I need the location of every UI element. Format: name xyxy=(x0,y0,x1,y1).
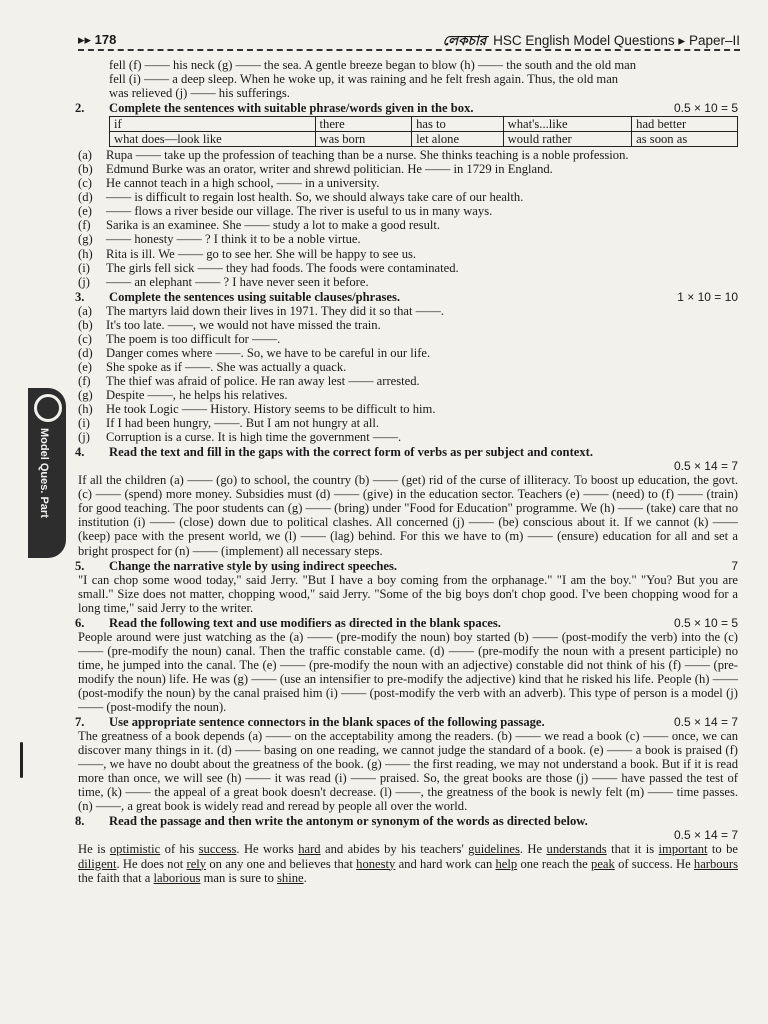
underlined-word: diligent xyxy=(78,856,117,871)
list-item xyxy=(78,304,738,318)
item-text: Edmund Burke was an orator, writer and shrewd politician. He —— in 1729 in England. xyxy=(106,162,553,177)
item-label: (a) xyxy=(78,148,92,163)
box-cell: had better xyxy=(632,117,738,132)
list-item xyxy=(78,374,738,388)
section-number: 7. xyxy=(75,715,85,730)
section-8 xyxy=(75,814,738,885)
margin-mark xyxy=(20,742,23,778)
text-run: that it is xyxy=(606,842,659,857)
text-run: on any one and believes that xyxy=(206,856,357,871)
item-text: He took Logic —— History. History seems to be difficult to him. xyxy=(106,402,436,417)
list-item xyxy=(78,318,738,332)
list-item xyxy=(78,162,738,176)
box-cell: would rather xyxy=(503,132,632,147)
list-item xyxy=(78,416,738,430)
list-item xyxy=(78,275,738,289)
section-marks: 0.5 × 14 = 7 xyxy=(673,459,738,474)
box-cell: has to xyxy=(412,117,504,132)
section-heading: Read the following text and use modifiers as directed in the blank spaces. 0.5 × 10 = 5 xyxy=(109,615,738,630)
section-heading: Read the passage and then write the antonym or synonym of the words as directed below. xyxy=(109,814,588,829)
item-label: (e) xyxy=(78,359,92,374)
section-number: 8. xyxy=(75,814,85,829)
list-item xyxy=(78,430,738,444)
list-item xyxy=(78,190,738,204)
section-heading: Use appropriate sentence connectors in the blank spaces of the following passage. 0.5 × 14 = 7 xyxy=(109,715,738,730)
text-run: . He does not xyxy=(116,856,187,871)
item-text: He cannot teach in a high school, —— in a university. xyxy=(106,176,380,191)
item-text: She spoke as if ——. She was actually a quack. xyxy=(106,359,347,374)
section-2 xyxy=(75,101,738,289)
box-cell: there xyxy=(315,117,412,132)
item-text: —— honesty —— ? I think it to be a noble virtue. xyxy=(106,232,361,247)
section-marks: 0.5 × 14 = 7 xyxy=(673,828,738,843)
item-list xyxy=(78,304,738,444)
section-paragraph: People around were just watching as the (a) —— (pre-modify the noun) boy started (b) —— (post-modify the verb) into the (c) —— (pre-modify the noun) canal. Then the traffic constable came. (d) —— (pre-modify the noun with a present participle) no time, he jumped into the canal. The (e) —— (pre-modify the noun with an adjective) constable did not think of his (f) —— (pre-modify the noun) life. He was (g) —— (use an intensifier to pre-modify the adjective) kind that he risked his life. People (h) —— (post-modify the noun) by the canal praised him (i) —— (post-modify the verb with an adverb). This type of person is a model (j) —— (post-modify the noun). xyxy=(78,629,738,715)
section-marks: 1 × 10 = 10 xyxy=(677,289,738,304)
item-list xyxy=(78,148,738,288)
underlined-word: understands xyxy=(546,842,607,857)
underlined-word: harbours xyxy=(693,856,738,871)
publisher-logo: লেকচার xyxy=(442,33,487,48)
item-text: It's too late. ——, we would not have missed the train. xyxy=(106,317,381,332)
item-text: Rupa —— take up the profession of teaching than be a nurse. She thinks teaching is a noble profession. xyxy=(106,148,629,163)
text-run: man is sure to xyxy=(200,870,278,885)
item-text: —— flows a river beside our village. The river is useful to us in many ways. xyxy=(106,204,493,219)
section-heading: Read the text and fill in the gaps with the correct form of verbs as per subject and context. xyxy=(109,445,593,460)
section-marks: 0.5 × 10 = 5 xyxy=(673,101,738,116)
text-run: . xyxy=(303,870,307,885)
section-paragraph: The greatness of a book depends (a) —— on the acceptability among the readers. (b) —— we read a book (c) —— once, we can discover many things in it. (d) —— basing on one reading, we cannot judge the standard of a book. (e) —— a book is praised (f) ——, we have no doubt about the greatness of the book. (g) —— the first reading, we may not understand a book. But if it is read more than once, we will see (h) —— it was read (i) —— praised. So, the great books are those (j) —— have passed the test of time, (k) —— the appeal of a great book doesn't decrease. (l) ——, the greatness of the book is newly felt (m) —— time passes. (n) ——, a great book is widely read and reread by people all over the world. xyxy=(78,729,738,814)
item-label: (f) xyxy=(78,373,91,388)
section-marks: 0.5 × 14 = 7 xyxy=(673,715,738,730)
underlined-word: honesty xyxy=(356,856,396,871)
item-label: (d) xyxy=(78,345,93,360)
text-run: of success. He xyxy=(614,856,694,871)
text-line: fell (i) —— a deep sleep. When he woke up, it was raining and he felt fresh again. Thus, the old man xyxy=(109,72,619,87)
section-5 xyxy=(75,558,738,615)
header-divider xyxy=(78,49,740,51)
text-run: . He works xyxy=(236,842,299,857)
underlined-word: important xyxy=(658,842,708,857)
item-text: Despite ——, he helps his relatives. xyxy=(106,387,288,402)
underlined-word: peak xyxy=(591,856,615,871)
item-label: (g) xyxy=(78,232,93,247)
box-cell: let alone xyxy=(412,132,504,147)
item-label: (j) xyxy=(78,430,90,445)
side-tab-label: Model Ques. Part xyxy=(38,428,50,518)
item-label: (c) xyxy=(78,331,92,346)
section-number: 5. xyxy=(75,558,85,573)
page-content xyxy=(75,58,738,885)
page-header xyxy=(78,30,740,50)
section-number: 6. xyxy=(75,615,85,630)
box-cell: what's...like xyxy=(503,117,632,132)
section-paragraph xyxy=(78,842,738,884)
item-text: Sarika is an examinee. She —— study a lot to make a good result. xyxy=(106,218,441,233)
section-number: 4. xyxy=(75,445,85,460)
item-text: —— is difficult to regain lost health. So, we should always take care of our health. xyxy=(106,190,524,205)
text-run: He is xyxy=(78,842,110,857)
list-item xyxy=(78,388,738,402)
section-paragraph: If all the children (a) —— (go) to school, the country (b) —— (get) rid of the curse of illiteracy. To boost up education, the govt. (c) —— (spend) more money. Subsidies must (d) —— (give) in the education sector. Teachers (e) —— (need) to (f) —— (train) for good teaching. The poor students can (g) —— (bring) under "Food for Education" programme. We (h) —— (take) care that no institution (i) —— (close) down due to political clashes. All concerned (j) —— (be) conscious about it. If we cannot (k) —— (keep) pace with the present world, we (l) —— (lag) behind. For this we have to (m) —— (ensure) education for all and set a bright prospect for (n) —— (implement) all necessary steps. xyxy=(78,473,738,558)
section-marks: 0.5 × 10 = 5 xyxy=(673,615,738,630)
section-marks: 7 xyxy=(731,558,738,573)
phrase-box xyxy=(109,116,738,147)
section-heading: Complete the sentences with suitable phrase/words given in the box. 0.5 × 10 = 5 xyxy=(109,101,738,116)
item-text: The thief was afraid of police. He ran away lest —— arrested. xyxy=(106,373,420,388)
section-number: 2. xyxy=(75,101,85,116)
item-text: Corruption is a curse. It is high time the government ——. xyxy=(106,430,402,445)
item-text: If I had been hungry, ——. But I am not hungry at all. xyxy=(106,416,380,431)
section-number: 3. xyxy=(75,289,85,304)
section-paragraph: "I can chop some wood today," said Jerry. "But I have a boy coming from the orphanage." "I am the boy." "You? But you are small." Size does not matter, chopping wood," said Jerry. "Some of the big boys don't chop good. I've been chopping wood for a long time," said Jerry to the writer. xyxy=(78,572,738,615)
box-cell: if xyxy=(110,117,316,132)
text-run: the faith that a xyxy=(78,870,154,885)
text-run: of his xyxy=(160,842,199,857)
list-item xyxy=(78,332,738,346)
text-run: to be xyxy=(707,842,738,857)
text-line: fell (f) —— his neck (g) —— the sea. A gentle breeze began to blow (h) —— the south and the old man xyxy=(109,58,637,72)
list-item xyxy=(78,261,738,275)
text-run: and abides by his teachers' xyxy=(320,842,469,857)
item-text: —— an elephant —— ? I have never seen it before. xyxy=(106,274,369,289)
underlined-word: guidelines xyxy=(468,842,520,857)
item-label: (g) xyxy=(78,387,93,402)
side-tab xyxy=(28,388,66,558)
intro-continuation xyxy=(109,58,738,100)
section-6 xyxy=(75,615,738,715)
section-heading: Complete the sentences using suitable clauses/phrases. 1 × 10 = 10 xyxy=(109,289,738,304)
item-label: (e) xyxy=(78,204,92,219)
page-number: ▸▸ 178 xyxy=(78,32,117,47)
item-label: (f) xyxy=(78,218,91,233)
text-run: one reach the xyxy=(517,856,592,871)
item-label: (j) xyxy=(78,274,90,289)
item-label: (c) xyxy=(78,176,92,191)
section-7 xyxy=(75,715,738,814)
section-3 xyxy=(75,289,738,445)
list-item xyxy=(78,218,738,232)
item-label: (h) xyxy=(78,246,93,261)
underlined-word: success xyxy=(198,842,237,857)
section-heading: Change the narrative style by using indirect speeches. 7 xyxy=(109,558,738,573)
list-item xyxy=(78,247,738,261)
item-label: (i) xyxy=(78,416,90,431)
list-item xyxy=(78,232,738,246)
item-label: (b) xyxy=(78,162,93,177)
underlined-word: hard xyxy=(298,842,321,857)
underlined-word: optimistic xyxy=(109,842,161,857)
book-title: লেকচার HSC English Model Questions ▸ Paper–II xyxy=(442,33,740,48)
item-label: (b) xyxy=(78,317,93,332)
item-label: (h) xyxy=(78,402,93,417)
underlined-word: shine xyxy=(277,870,304,885)
list-item xyxy=(78,148,738,162)
box-cell: as soon as xyxy=(632,132,738,147)
text-run: and hard work can xyxy=(395,856,496,871)
item-label: (i) xyxy=(78,260,90,275)
item-text: Rita is ill. We —— go to see her. She will be happy to see us. xyxy=(106,246,417,261)
tab-ring-icon xyxy=(34,394,62,422)
text-run: . He xyxy=(519,842,547,857)
underlined-word: rely xyxy=(186,856,207,871)
item-label: (a) xyxy=(78,303,92,318)
list-item xyxy=(78,402,738,416)
underlined-word: laborious xyxy=(153,870,201,885)
list-item xyxy=(78,204,738,218)
item-text: The poem is too difficult for ——. xyxy=(106,331,281,346)
list-item xyxy=(78,360,738,374)
item-label: (d) xyxy=(78,190,93,205)
item-text: Danger comes where ——. So, we have to be careful in our life. xyxy=(106,345,431,360)
list-item xyxy=(78,176,738,190)
item-text: The martyrs laid down their lives in 1971. They did it so that ——. xyxy=(106,303,445,318)
section-4 xyxy=(75,445,738,558)
text-line: was relieved (j) —— his sufferings. xyxy=(109,86,290,101)
underlined-word: help xyxy=(495,856,518,871)
list-item xyxy=(78,346,738,360)
box-cell: what does—look like xyxy=(110,132,316,147)
item-text: The girls fell sick —— they had foods. The foods were contaminated. xyxy=(106,260,459,275)
box-cell: was born xyxy=(315,132,412,147)
